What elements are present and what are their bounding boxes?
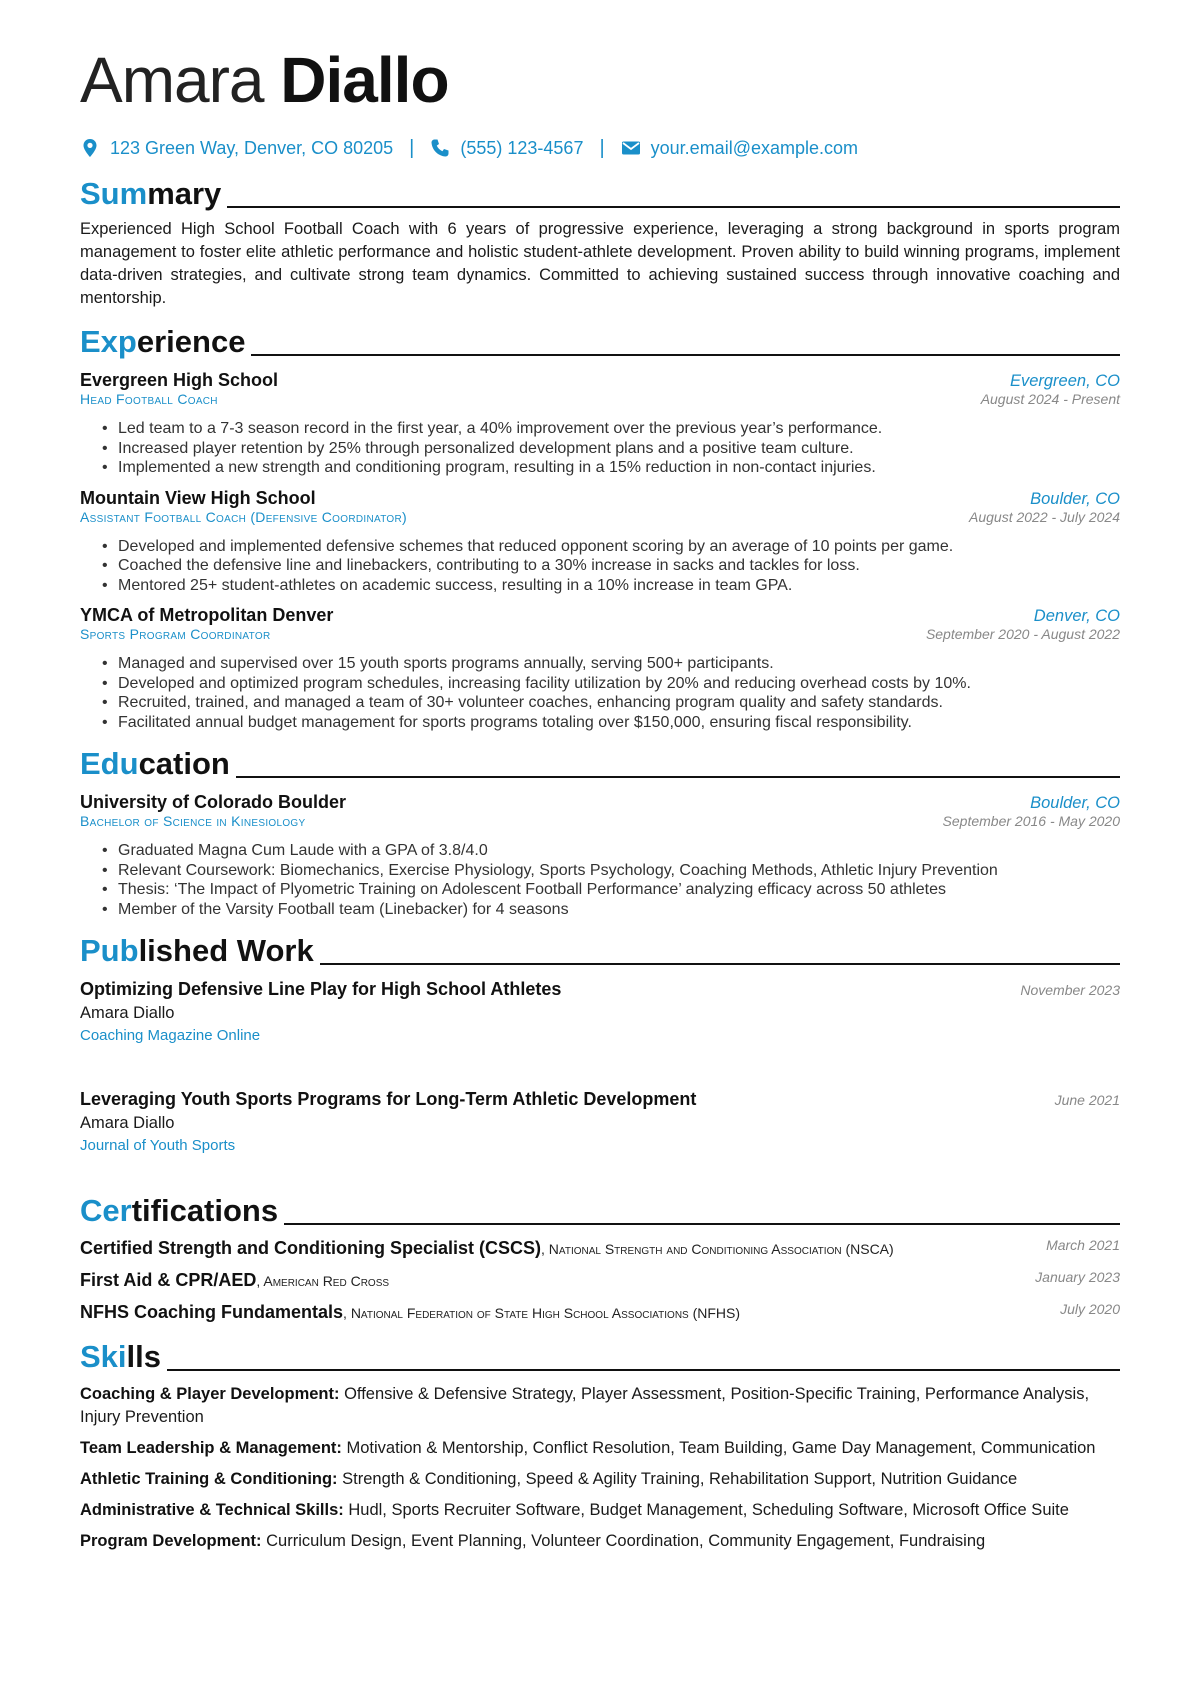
skill-values: Motivation & Mentorship, Conflict Resolution, Team Building, Game Day Management, Communication [346, 1439, 1096, 1457]
job-title: Assistant Football Coach (Defensive Coordinator) [80, 508, 407, 525]
section-divider [167, 1369, 1120, 1371]
job-location: Evergreen, CO [1009, 372, 1120, 390]
achievement-item: • Developed and implemented defensive schemes that reduced opponent scoring by an average of 10 points per game. [118, 537, 1120, 557]
certification-date: July 2020 [1060, 1301, 1120, 1317]
education-heading [80, 744, 1120, 782]
certification-issuer: National Strength and Conditioning Association (NSCA) [548, 1241, 894, 1257]
section-title: Skills [80, 1339, 161, 1374]
job-dates: September 2020 - August 2022 [925, 626, 1120, 642]
skill-values: Hudl, Sports Recruiter Software, Budget Management, Scheduling Software, Microsoft Office Suite [348, 1501, 1069, 1519]
degree-name: Bachelor of Science in Kinesiology [80, 813, 306, 829]
contact-bar [80, 134, 1120, 162]
certification-name: NFHS Coaching Fundamentals [80, 1302, 344, 1322]
certification-date: January 2023 [1035, 1269, 1120, 1285]
section-divider [320, 963, 1120, 965]
publication-venue: Journal of Youth Sports [80, 1137, 236, 1154]
section-title: Certifications [80, 1193, 279, 1228]
resume-page [80, 40, 1120, 1553]
achievement-item: • Coached the defensive line and linebackers, contributing to a 30% increase in sacks and tackles for loss. [118, 556, 1120, 576]
certifications-heading [80, 1191, 1120, 1229]
skill-line [80, 1499, 1120, 1522]
candidate-name [80, 40, 1120, 120]
certification-entry: First Aid & CPR/AED, American Red Cross January 2023 [80, 1269, 1120, 1290]
email-text: your.email@example.com [650, 137, 859, 158]
section-divider [227, 206, 1120, 208]
skill-values: Curriculum Design, Event Planning, Volunteer Coordination, Community Engagement, Fundraising [266, 1532, 986, 1550]
education-dates: September 2016 - May 2020 [942, 813, 1120, 829]
skill-line [80, 1468, 1120, 1491]
certification-issuer: National Federation of State High School Associations (NFHS) [350, 1305, 741, 1321]
phone-text: (555) 123-4567 [460, 137, 584, 158]
achievement-item: • Increased player retention by 25% through personalized development plans and a positive team culture. [118, 439, 1120, 459]
certification-issuer: American Red Cross [263, 1273, 390, 1289]
employer-name: Evergreen High School [80, 370, 279, 390]
education-entry [80, 792, 1120, 919]
phone-icon [430, 138, 450, 158]
publication-venue: Coaching Magazine Online [80, 1027, 261, 1044]
contact-separator: | [599, 136, 605, 159]
job-location: Denver, CO [1033, 607, 1120, 625]
publication-author: Amara Diallo [80, 1114, 175, 1132]
employer-name: Mountain View High School [80, 487, 316, 508]
skill-line [80, 1437, 1120, 1460]
contact-phone[interactable] [430, 138, 583, 159]
skill-values: Offensive & Defensive Strategy, Player Assessment, Position-Specific Training, Performance Analysis, Injury Prevention [80, 1385, 1090, 1426]
publication-entry [80, 1089, 1120, 1189]
experience-heading [80, 322, 1120, 360]
contact-address[interactable] [80, 138, 393, 159]
experience-entry [80, 605, 1120, 732]
achievement-item: • Led team to a 7-3 season record in the first year, a 40% improvement over the previous year’s performance. [118, 419, 1120, 439]
achievement-item: • Facilitated annual budget management for sports programs totaling over $150,000, ensuring fiscal responsibility. [118, 713, 1120, 733]
section-title: Published Work [80, 933, 314, 968]
certification-entry: NFHS Coaching Fundamentals, National Federation of State High School Associations (NFHS) July 2020 [80, 1301, 1120, 1322]
publication-date: November 2023 [1020, 982, 1120, 998]
skill-category: Program Development: [80, 1532, 262, 1550]
summary-text: Experienced High School Football Coach with 6 years of progressive experience, leveraging a strong background in sports program management to foster elite athletic performance and holistic student-athlete development. Proven ability to build winning programs, implement data-driven strategies, and cultivate strong team dynamics. Committed to achieving sustained success through innovative coaching and mentorship. [80, 220, 1120, 307]
skill-category: Administrative & Technical Skills: [80, 1501, 344, 1519]
experience-entry [80, 370, 1120, 478]
skill-category: Team Leadership & Management: [80, 1439, 342, 1457]
job-title: Sports Program Coordinator [80, 626, 271, 642]
achievement-list [80, 537, 1120, 596]
publication-title: Leveraging Youth Sports Programs for Long-Term Athletic Development [80, 1089, 697, 1109]
summary-heading [80, 174, 1120, 212]
school-location: Boulder, CO [1030, 794, 1120, 812]
achievement-item: • Managed and supervised over 15 youth sports programs annually, serving 500+ participants. [118, 654, 1120, 674]
section-divider [251, 354, 1120, 356]
location-pin-icon [80, 138, 100, 158]
certification-name: Certified Strength and Conditioning Specialist (CSCS) [80, 1238, 542, 1258]
achievement-list [80, 654, 1120, 732]
job-location: Boulder, CO [1030, 489, 1120, 508]
publication-title: Optimizing Defensive Line Play for High School Athletes [80, 979, 562, 999]
education-detail-item: • Thesis: ‘The Impact of Plyometric Training on Adolescent Football Performance’ analyzing efficacy across 50 athletes [118, 880, 1120, 900]
education-detail-list [80, 841, 1120, 919]
skill-line [80, 1383, 1120, 1429]
job-dates: August 2024 - Present [980, 391, 1120, 407]
skill-values: Strength & Conditioning, Speed & Agility Training, Rehabilitation Support, Nutrition Guidance [342, 1470, 1018, 1488]
last-name: Diallo [280, 44, 449, 116]
publication-author: Amara Diallo [80, 1004, 175, 1022]
certification-name: First Aid & CPR/AED [80, 1270, 257, 1290]
section-title: Education [80, 746, 230, 781]
email-icon [621, 138, 641, 158]
achievement-item: • Implemented a new strength and conditioning program, resulting in a 15% reduction in non-contact injuries. [118, 458, 1120, 478]
certification-entry: Certified Strength and Conditioning Specialist (CSCS), National Strength and Conditioning Association (NSCA) March 2021 [80, 1237, 1120, 1258]
publication-entry [80, 979, 1120, 1079]
skills-heading [80, 1337, 1120, 1375]
first-name: Amara [80, 44, 264, 116]
section-divider [236, 776, 1120, 778]
job-dates: August 2022 - July 2024 [969, 508, 1120, 525]
certification-date: March 2021 [1046, 1237, 1120, 1253]
contact-separator: | [409, 136, 415, 159]
school-name: University of Colorado Boulder [80, 792, 347, 812]
address-text: 123 Green Way, Denver, CO 80205 [110, 137, 394, 158]
experience-entry [80, 488, 1120, 596]
section-divider [284, 1223, 1120, 1225]
achievement-list [80, 419, 1120, 478]
achievement-item: • Recruited, trained, and managed a team of 30+ volunteer coaches, enhancing program quality and safety standards. [118, 693, 1120, 713]
section-title: Summary [80, 176, 222, 211]
skill-category: Coaching & Player Development: [80, 1385, 340, 1403]
education-detail-item: • Member of the Varsity Football team (Linebacker) for 4 seasons [118, 900, 1120, 920]
education-detail-item: • Graduated Magna Cum Laude with a GPA of 3.8/4.0 [118, 841, 1120, 861]
published-work-heading [80, 931, 1120, 969]
achievement-item: • Mentored 25+ student-athletes on academic success, resulting in a 10% increase in team GPA. [118, 576, 1120, 596]
contact-email[interactable] [621, 138, 858, 159]
employer-name: YMCA of Metropolitan Denver [80, 605, 334, 625]
publication-date: June 2021 [1054, 1092, 1120, 1108]
skill-category: Athletic Training & Conditioning: [80, 1470, 338, 1488]
education-detail-item: • Relevant Coursework: Biomechanics, Exercise Physiology, Sports Psychology, Coaching Methods, Athletic Injury Prevention [118, 861, 1120, 881]
skill-line [80, 1530, 1120, 1553]
achievement-item: • Developed and optimized program schedules, increasing facility utilization by 20% and reducing overhead costs by 10%. [118, 674, 1120, 694]
job-title: Head Football Coach [80, 391, 218, 407]
section-title: Experience [80, 324, 246, 359]
